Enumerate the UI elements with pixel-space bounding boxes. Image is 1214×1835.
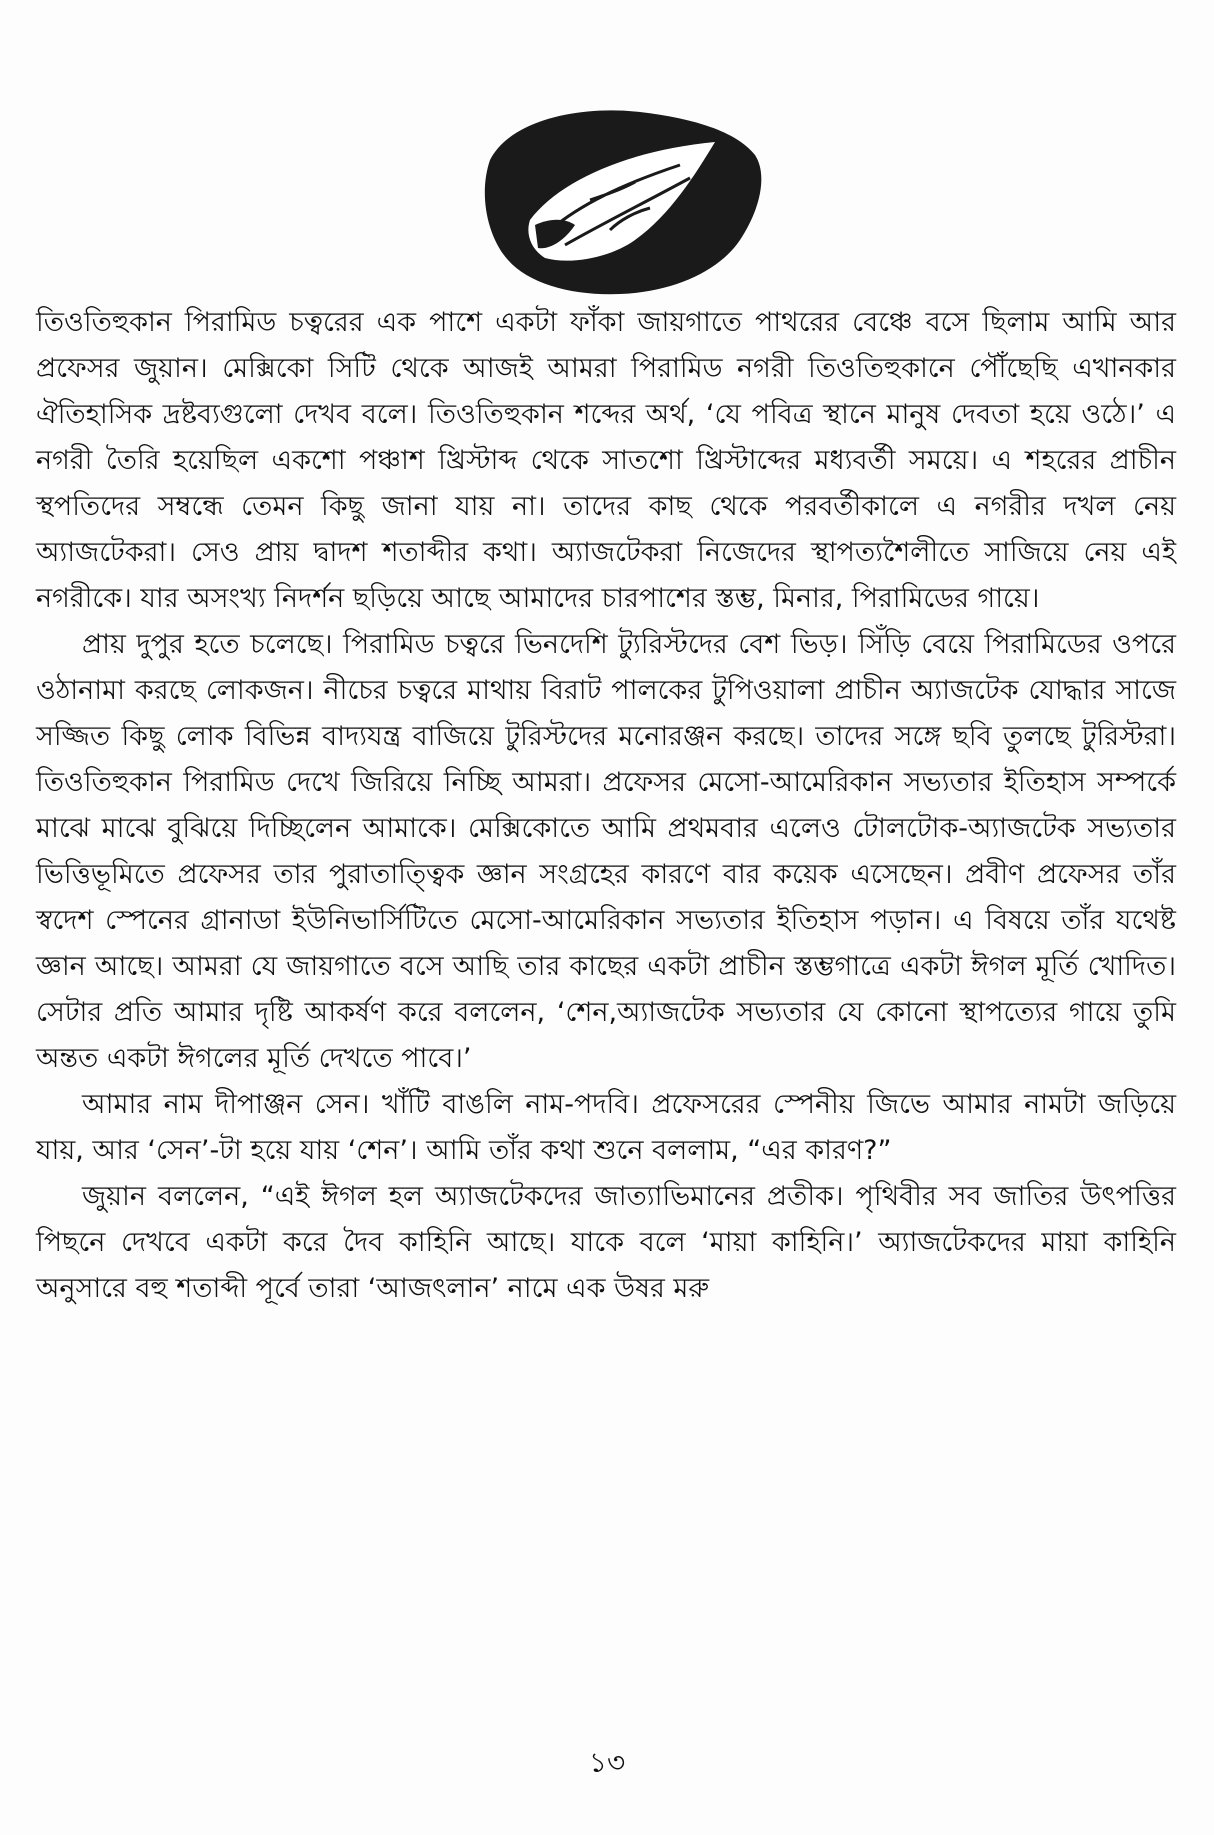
paragraph-2: প্রায় দুপুর হতে চলেছে। পিরামিড চত্বরে ভিনদেশি ট্যুরিস্টদের বেশ ভিড়। সিঁড়ি বেয়ে পিরামিডের ওপরে ওঠানামা করছে লোকজন। নীচের চত্বরে মাথায় বিরাট পালকের টুপিওয়ালা প্রাচীন অ্যাজটেক যোদ্ধার সাজে সজ্জিত কিছু লোক বিভিন্ন বাদ্যযন্ত্র বাজিয়ে টুরিস্টদের মনোরঞ্জন করছে। তাদের সঙ্গে ছবি তুলছে টুরিস্টরা। তিওতিহুকান পিরামিড দেখে জিরিয়ে নিচ্ছি আমরা। প্রফেসর মেসো-আমেরিকান সভ্যতার ইতিহাস সম্পর্কে মাঝে মাঝে বুঝিয়ে দিচ্ছিলেন আমাকে। মেক্সিকোতে আমি প্রথমবার এলেও টোলটোক-অ্যাজটেক সভ্যতার ভিত্তিভূমিতে প্রফেসর তার পুরাতাত্ত্বিক জ্ঞান সংগ্রহের কারণে বার কয়েক এসেছেন। প্রবীণ প্রফেসর তাঁর স্বদেশ স্পেনের গ্রানাডা ইউনিভার্সিটিতে মেসো-আমেরিকান সভ্যতার ইতিহাস পড়ান। এ বিষয়ে তাঁর যথেষ্ট জ্ঞান আছে। আমরা যে জায়গাতে বসে আছি তার কাছের একটা প্রাচীন স্তম্ভগাত্রে একটা ঈগল মূর্তি খোদিত। সেটার প্রতি আমার দৃষ্টি আকর্ষণ করে বললেন, ‘শেন,অ্যাজটেক সভ্যতার যে কোনো স্থাপত্যের গায়ে তুমি অন্তত একটা ঈগলের মূর্তি দেখতে পাবে।’ xyxy=(36,629,1176,1074)
paragraph-4: জুয়ান বললেন, “এই ঈগল হল অ্যাজটেকদের জাত্যাভিমানের প্রতীক। পৃথিবীর সব জাতির উৎপত্তির পিছনে দেখবে একটা করে দৈব কাহিনি আছে। যাকে বলে ‘মায়া কাহিনি।’ অ্যাজটেকদের মায়া কাহিনি অনুসারে বহু শতাব্দী পূর্বে তারা ‘আজৎলান’ নামে এক উষর মরু xyxy=(36,1181,1176,1304)
paragraph-1: তিওতিহুকান পিরামিড চত্বরের এক পাশে একটা ফাঁকা জায়গাতে পাথরের বেঞ্চে বসে ছিলাম আমি আর প্রফেসর জুয়ান। মেক্সিকো সিটি থেকে আজই আমরা পিরামিড নগরী তিওতিহুকানে পৌঁছেছি এখানকার ঐতিহাসিক দ্রষ্টব্যগুলো দেখব বলে। তিওতিহুকান শব্দের অর্থ, ‘যে পবিত্র স্থানে মানুষ দেবতা হয়ে ওঠে।’ এ নগরী তৈরি হয়েছিল একশো পঞ্চাশ খ্রিস্টাব্দ থেকে সাতশো খ্রিস্টাব্দের মধ্যবর্তী সময়ে। এ শহরের প্রাচীন স্থপতিদের সম্বন্ধে তেমন কিছু জানা যায় না। তাদের কাছ থেকে পরবর্তীকালে এ নগরীর দখল নেয় অ্যাজটেকরা। সেও প্রায় দ্বাদশ শতাব্দীর কথা। অ্যাজটেকরা নিজেদের স্থাপত্যশৈলীতে সাজিয়ে নেয় এই নগরীকে। যার অসংখ্য নিদর্শন ছড়িয়ে আছে আমাদের চারপাশের স্তম্ভ, মিনার, পিরামিডের গায়ে। xyxy=(36,307,1176,614)
body-text xyxy=(36,300,1176,1312)
eagle-stone-carving-icon xyxy=(470,100,770,300)
paragraph-3: আমার নাম দীপাঞ্জন সেন। খাঁটি বাঙলি নাম-পদবি। প্রফেসরের স্পেনীয় জিভে আমার নামটা জড়িয়ে যায়, আর ‘সেন’-টা হয়ে যায় ‘শেন’। আমি তাঁর কথা শুনে বললাম, “এর কারণ?” xyxy=(36,1089,1176,1166)
page-number: ১৩ xyxy=(588,1746,626,1779)
